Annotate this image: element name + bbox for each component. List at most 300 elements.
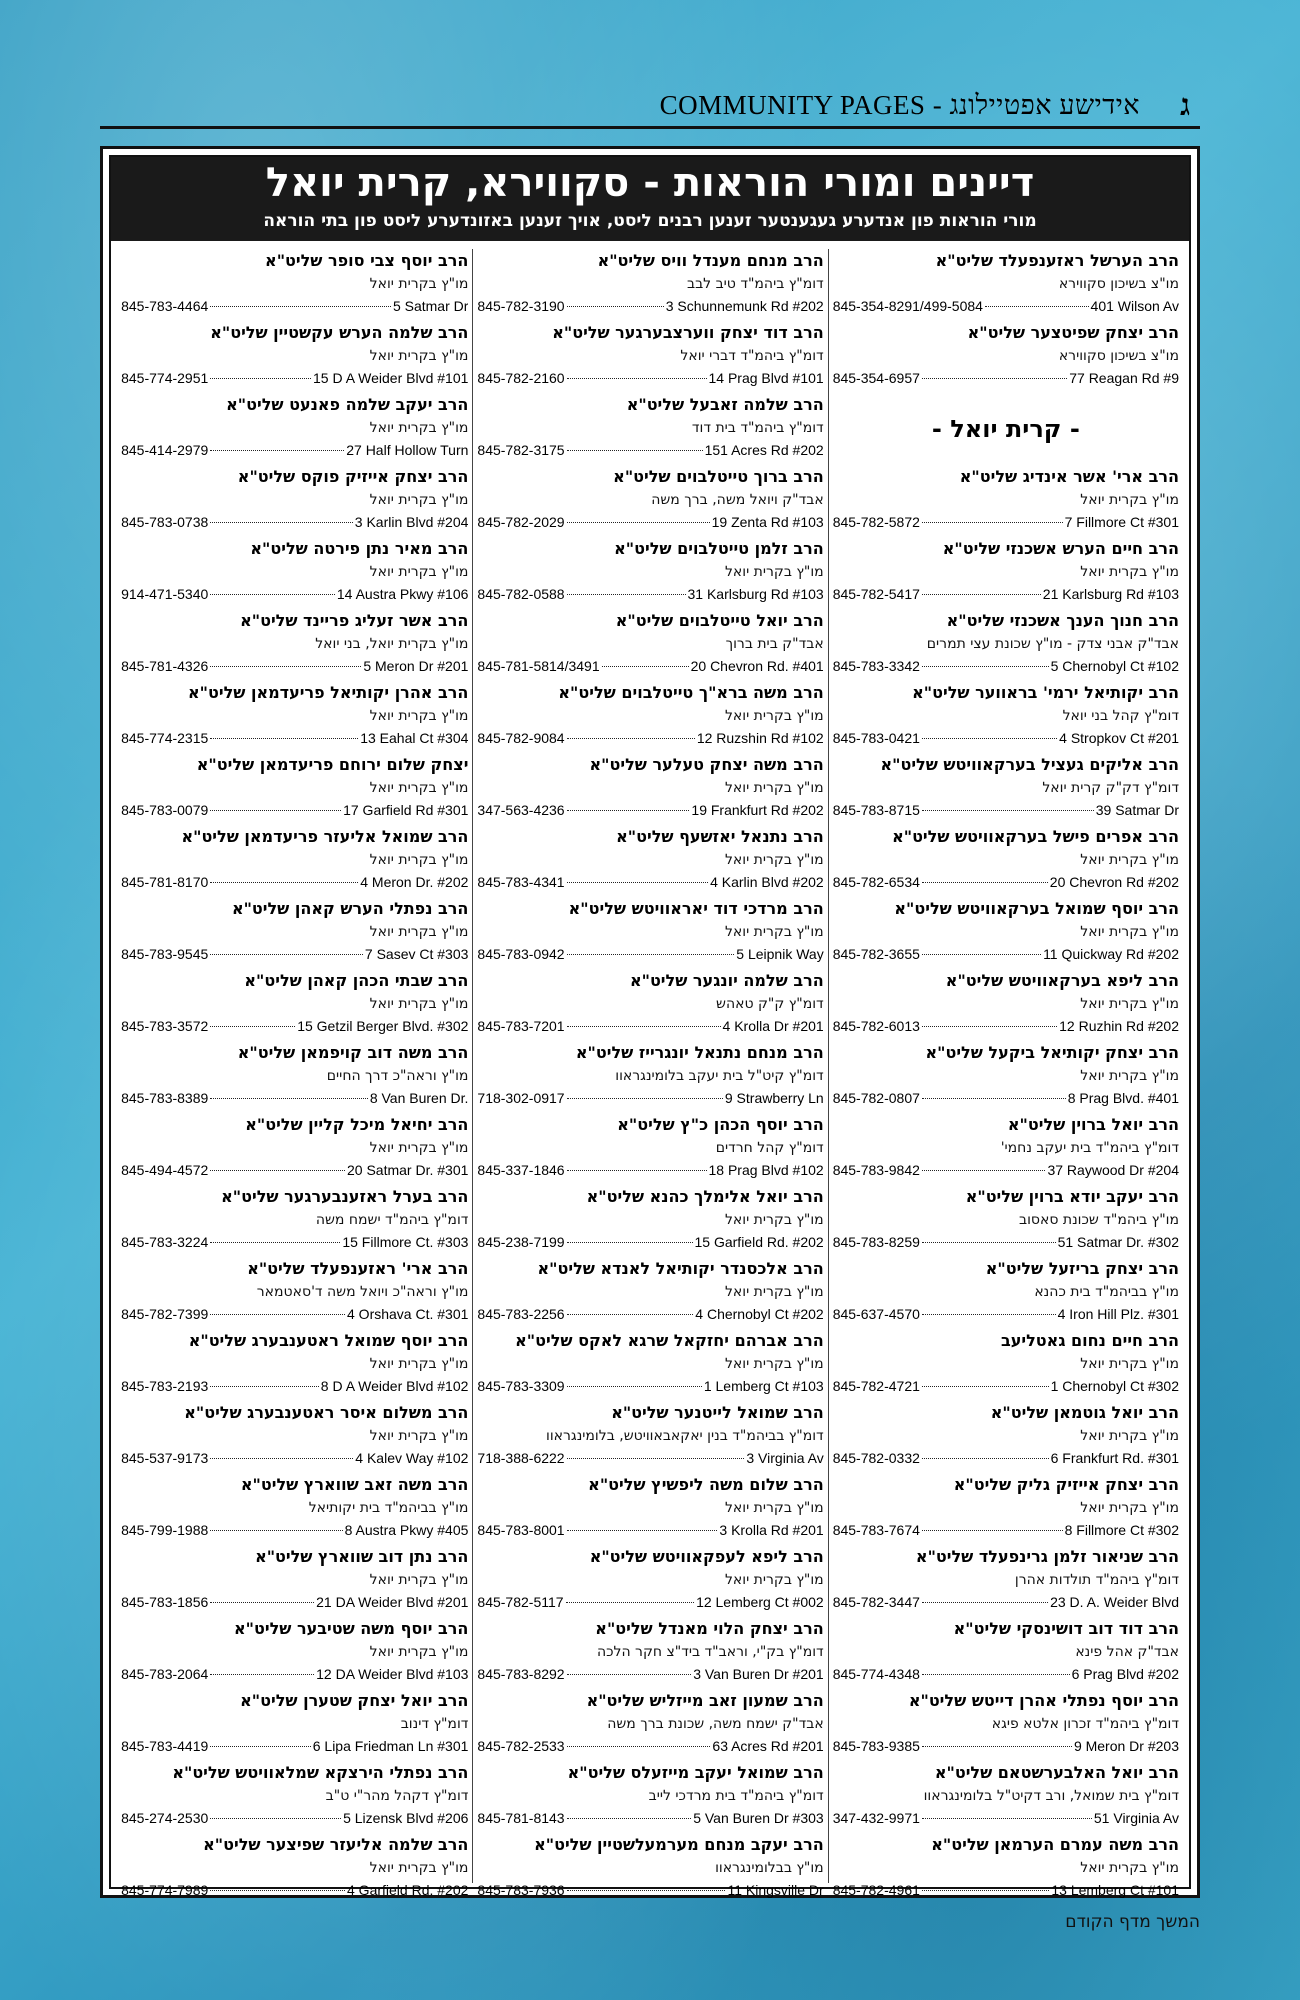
- page-number: ג: [1180, 88, 1190, 123]
- dot-leader: [210, 306, 391, 307]
- directory-columns: [117, 249, 1183, 1898]
- entry-role: מו"ץ בקרית יואל, בני יואל: [315, 636, 469, 652]
- dot-leader: [210, 954, 363, 955]
- entry-role: מו"ץ בקרית יואל: [369, 1356, 469, 1372]
- dot-leader: [922, 1458, 1049, 1459]
- entry-name: הרב יואל ברוין שליט"א: [1007, 1115, 1179, 1134]
- entry-address: 51 Virginia Av: [1093, 1810, 1179, 1826]
- entry-phone: 845-782-3447: [832, 1594, 920, 1610]
- entry-role: מו"ץ בקרית יואל: [369, 1572, 469, 1588]
- directory-entry: [833, 1761, 1179, 1833]
- dot-leader: [210, 666, 361, 667]
- entry-address: 12 DA Weider Blvd #103: [316, 1666, 469, 1682]
- entry-phone: 845-414-2979: [121, 442, 209, 458]
- entry-role: מו"ץ בקרית יואל: [724, 924, 824, 940]
- entry-address: 4 Iron Hill Plz. #301: [1057, 1306, 1179, 1322]
- dot-leader: [567, 1746, 711, 1747]
- entry-phone: 845-783-3572: [121, 1018, 209, 1034]
- entry-address: 9 Meron Dr #203: [1073, 1738, 1179, 1754]
- entry-phone: 845-781-8143: [477, 1810, 565, 1826]
- entry-name: הרב משה יצחק טעלער שליט"א: [589, 755, 824, 774]
- entry-address: 8 Van Buren Dr.: [369, 1090, 469, 1106]
- entry-address: 4 Stropkov Ct #201: [1059, 730, 1179, 746]
- entry-phone: 845-783-8292: [477, 1666, 565, 1682]
- directory-entry: [477, 1257, 823, 1329]
- entry-contact-line: [833, 1591, 1179, 1613]
- dot-leader: [210, 738, 358, 739]
- entry-contact-line: [121, 367, 468, 389]
- entry-address: 6 Prag Blvd #202: [1071, 1666, 1179, 1682]
- dot-leader: [567, 306, 664, 307]
- entry-name: הרב אליקים געציל בערקאוויטש שליט"א: [880, 755, 1179, 774]
- dot-leader: [567, 594, 686, 595]
- entry-address: 14 Austra Pkwy #106: [336, 586, 469, 602]
- entry-address: 4 Meron Dr. #202: [360, 874, 469, 890]
- dot-leader: [922, 1890, 1049, 1891]
- entry-role: דומ"ץ בית שמואל, ורב דקיט"ל בלומינגראוו: [923, 1788, 1179, 1804]
- entry-name: הרב נפתלי הערש קאהן שליט"א: [231, 899, 469, 918]
- entry-contact-line: [121, 1879, 468, 1901]
- directory-column: [828, 249, 1183, 1898]
- entry-name: הרב יוסף משה שטיבער שליט"א: [234, 1619, 469, 1638]
- directory-entry: [477, 1113, 823, 1185]
- dot-leader: [567, 378, 707, 379]
- directory-entry: [833, 1545, 1179, 1617]
- entry-phone: 845-783-7674: [832, 1522, 920, 1538]
- entry-role: מו"ץ בקרית יואל: [724, 780, 824, 796]
- entry-phone: 845-783-4419: [121, 1738, 209, 1754]
- dot-leader: [922, 1602, 1048, 1603]
- entry-phone: 845-782-0807: [832, 1090, 920, 1106]
- dot-leader: [922, 1098, 1066, 1099]
- entry-phone: 347-432-9971: [832, 1810, 920, 1826]
- entry-phone: 845-783-8001: [477, 1522, 565, 1538]
- dot-leader: [210, 1530, 342, 1531]
- entry-name: הרב יצחק יקותיאל ביקעל שליט"א: [925, 1043, 1179, 1062]
- entry-name: הרב ליפא בערקאוויטש שליט"א: [945, 971, 1179, 990]
- entry-address: 3 Krolla Rd #201: [719, 1522, 824, 1538]
- entry-contact-line: [477, 295, 823, 317]
- entry-name: הרב שלמה אליעזר שפיצער שליט"א: [203, 1835, 469, 1854]
- entry-address: 18 Prag Blvd #102: [708, 1162, 824, 1178]
- entry-name: הרב שלום משה ליפשיץ שליט"א: [588, 1475, 824, 1494]
- entry-phone: 845-637-4570: [832, 1306, 920, 1322]
- entry-contact-line: [121, 583, 468, 605]
- directory-entry: [477, 969, 823, 1041]
- entry-contact-line: [121, 1159, 468, 1181]
- dot-leader: [922, 1746, 1072, 1747]
- entry-role: מו"ץ בקרית יואל: [1080, 1068, 1179, 1084]
- entry-phone: 845-783-3309: [477, 1378, 565, 1394]
- entry-contact-line: [477, 1663, 823, 1685]
- directory-entry: [833, 1617, 1179, 1689]
- entry-role: מו"ץ וראה"כ ויואל משה ד'סאטמאר: [256, 1284, 469, 1300]
- entry-address: 401 Wilson Av: [1090, 298, 1179, 314]
- entry-contact-line: [833, 1231, 1179, 1253]
- entry-role: מו"ץ וראה"כ דרך החיים: [326, 1068, 469, 1084]
- entry-name: הרב יוסף הכהן כ"ץ שליט"א: [617, 1115, 824, 1134]
- header-rule: [100, 126, 1200, 129]
- directory-entry: [833, 681, 1179, 753]
- section-heading: - קרית יואל -: [931, 415, 1080, 443]
- directory-banner: [111, 157, 1189, 241]
- entry-address: 15 Fillmore Ct. #303: [342, 1234, 469, 1250]
- entry-address: 7 Sasev Ct #303: [364, 946, 469, 962]
- dot-leader: [567, 450, 703, 451]
- directory-entry: [121, 1041, 468, 1113]
- directory-entry: [833, 1185, 1179, 1257]
- entry-contact-line: [833, 295, 1179, 317]
- entry-phone: 845-783-1856: [121, 1594, 209, 1610]
- entry-address: 31 Karlsburg Rd #103: [687, 586, 824, 602]
- entry-contact-line: [121, 943, 468, 965]
- entry-name: הרב יוסף שמואל בערקאוויטש שליט"א: [894, 899, 1179, 918]
- entry-name: הרב אשר זעליג פריינד שליט"א: [240, 611, 469, 630]
- entry-phone: 845-781-5814/3491: [477, 658, 600, 674]
- entry-phone: 845-782-2160: [477, 370, 565, 386]
- entry-name: הרב שניאור זלמן גרינפעלד שליט"א: [915, 1547, 1179, 1566]
- dot-leader: [210, 594, 335, 595]
- entry-contact-line: [477, 1519, 823, 1541]
- entry-phone: 845-238-7199: [477, 1234, 565, 1250]
- entry-address: 4 Garfield Rd. #202: [347, 1882, 469, 1898]
- entry-contact-line: [833, 1015, 1179, 1037]
- entry-role: מו"ץ בקרית יואל: [1080, 1860, 1179, 1876]
- entry-phone: 845-774-2315: [121, 730, 209, 746]
- entry-address: 13 Eahal Ct #304: [360, 730, 469, 746]
- entry-address: 6 Frankfurt Rd. #301: [1050, 1450, 1179, 1466]
- directory-column: [117, 249, 472, 1898]
- entry-role: מו"ץ בקרית יואל: [369, 1140, 469, 1156]
- entry-name: הרב יצחק אייזיק פוקס שליט"א: [237, 467, 469, 486]
- entry-address: 5 Van Buren Dr #303: [693, 1810, 824, 1826]
- entry-name: הרב יואל אלימלך כהנא שליט"א: [586, 1187, 824, 1206]
- directory-entry: [121, 825, 468, 897]
- entry-address: 63 Acres Rd #201: [712, 1738, 824, 1754]
- entry-contact-line: [121, 439, 468, 461]
- directory-entry: [121, 393, 468, 465]
- entry-phone: 845-782-5872: [832, 514, 920, 530]
- directory-entry: [477, 1617, 823, 1689]
- directory-entry: [477, 465, 823, 537]
- entry-role: מו"ץ בקרית יואל: [1080, 1356, 1179, 1372]
- entry-name: הרב יואל גוטמאן שליט"א: [990, 1403, 1179, 1422]
- entry-contact-line: [833, 1735, 1179, 1757]
- entry-address: 20 Chevron Rd #202: [1049, 874, 1179, 890]
- entry-address: 23 D. A. Weider Blvd: [1050, 1594, 1179, 1610]
- entry-address: 37 Raywood Dr #204: [1047, 1162, 1179, 1178]
- entry-role: מו"ץ בקרית יואל: [369, 276, 469, 292]
- entry-role: מו"ץ בקרית יואל: [369, 1860, 469, 1876]
- dot-leader: [567, 1458, 745, 1459]
- entry-phone: 845-782-5117: [477, 1594, 564, 1610]
- entry-name: הרב חיים נחום גאטליעב: [1001, 1331, 1179, 1350]
- entry-address: 51 Satmar Dr. #302: [1057, 1234, 1179, 1250]
- entry-phone: 845-782-4961: [832, 1882, 920, 1898]
- entry-contact-line: [121, 1591, 468, 1613]
- entry-role: דומ"ץ ביהמ"ד בית יעקב נחמי': [1000, 1140, 1179, 1156]
- dot-leader: [567, 522, 710, 523]
- entry-name: הרב משה ברא"ך טייטלבוים שליט"א: [558, 683, 824, 702]
- entry-role: דומ"ץ בק"י, וראב"ד ביד"צ חקר הלכה: [596, 1644, 824, 1660]
- dot-leader: [922, 1242, 1056, 1243]
- dot-leader: [210, 1818, 341, 1819]
- entry-address: 1 Chernobyl Ct #302: [1050, 1378, 1179, 1394]
- entry-address: 5 Meron Dr #201: [363, 658, 469, 674]
- entry-name: הרב שלמה זאבעל שליט"א: [626, 395, 824, 414]
- entry-role: אבד"ק ישמח משה, שכונת ברך משה: [607, 1716, 824, 1732]
- entry-phone: 845-774-4348: [832, 1666, 920, 1682]
- dot-leader: [210, 1890, 345, 1891]
- directory-entry: [477, 1833, 823, 1905]
- entry-phone: 914-471-5340: [121, 586, 209, 602]
- entry-role: מו"ץ בקרית יואל: [724, 1212, 824, 1228]
- dot-leader: [210, 1314, 345, 1315]
- entry-role: מו"ץ בקרית יואל: [724, 1500, 824, 1516]
- entry-contact-line: [121, 727, 468, 749]
- entry-contact-line: [477, 943, 823, 965]
- entry-name: הרב נתנאל יאזשעף שליט"א: [616, 827, 824, 846]
- entry-phone: 845-537-9173: [121, 1450, 209, 1466]
- directory-entry: [477, 825, 823, 897]
- entry-name: הרב אפרים פישל בערקאוויטש שליט"א: [892, 827, 1179, 846]
- entry-phone: 845-782-0332: [832, 1450, 920, 1466]
- directory-entry: [833, 753, 1179, 825]
- entry-phone: 845-774-2951: [121, 370, 209, 386]
- entry-phone: 845-782-0588: [477, 586, 565, 602]
- entry-address: 15 Getzil Berger Blvd. #302: [297, 1018, 469, 1034]
- entry-contact-line: [477, 1735, 823, 1757]
- entry-role: מו"ץ בקרית יואל: [1080, 1500, 1179, 1516]
- dot-leader: [567, 954, 735, 955]
- directory-entry: [477, 393, 823, 465]
- dot-leader: [210, 378, 311, 379]
- entry-contact-line: [477, 655, 823, 677]
- entry-contact-line: [477, 439, 823, 461]
- dot-leader: [567, 1818, 692, 1819]
- entry-name: הרב שמואל אליעזר פריעדמאן שליט"א: [181, 827, 469, 846]
- entry-phone: 845-783-9842: [832, 1162, 920, 1178]
- entry-address: 4 Kalev Way #102: [355, 1450, 469, 1466]
- entry-role: דומ"ץ קיט"ל בית יעקב בלומינגראוו: [615, 1068, 824, 1084]
- entry-address: 11 Kingsville Dr: [727, 1882, 824, 1898]
- directory-entry: [121, 1761, 468, 1833]
- dot-leader: [210, 1746, 310, 1747]
- entry-phone: 845-782-6534: [832, 874, 920, 890]
- directory-entry: [477, 1761, 823, 1833]
- entry-role: דומ"ץ ביהמ"ד ישמח משה: [315, 1212, 469, 1228]
- entry-address: 77 Reagan Rd #9: [1069, 370, 1179, 386]
- entry-contact-line: [833, 1447, 1179, 1469]
- entry-contact-line: [833, 655, 1179, 677]
- directory-entry: [477, 1545, 823, 1617]
- dot-leader: [567, 1098, 723, 1099]
- directory-entry: [833, 825, 1179, 897]
- entry-name: הרב אלכסנדר יקותיאל לאנדא שליט"א: [537, 1259, 824, 1278]
- entry-role: דומ"ץ ביהמ"ד תולדות אהרן: [1014, 1572, 1179, 1588]
- dot-leader: [210, 522, 352, 523]
- entry-name: הרב יחיאל מיכל קליין שליט"א: [245, 1115, 469, 1134]
- entry-name: הרב דוד דוב דושינסקי שליט"א: [953, 1619, 1179, 1638]
- entry-address: 12 Ruzshin Rd #102: [696, 730, 824, 746]
- entry-contact-line: [121, 295, 468, 317]
- entry-name: הרב חנוך הענך אשכנזי שליט"א: [946, 611, 1179, 630]
- entry-name: הרב מנחם מענדל וויס שליט"א: [597, 251, 824, 270]
- entry-role: מו"ץ בקרית יואל: [1080, 924, 1179, 940]
- directory-entry: [121, 537, 468, 609]
- entry-contact-line: [833, 1663, 1179, 1685]
- entry-name: הרב בערל ראזענבערגער שליט"א: [221, 1187, 469, 1206]
- entry-name: הרב מרדכי דוד יאראוויטש שליט"א: [568, 899, 824, 918]
- directory-entry: [833, 321, 1179, 393]
- entry-address: 1 Lemberg Ct #103: [703, 1378, 824, 1394]
- entry-name: הרב יואל יצחק שטערן שליט"א: [240, 1691, 469, 1710]
- entry-role: אבד"ק ויואל משה, ברך משה: [651, 492, 824, 508]
- dot-leader: [922, 738, 1057, 739]
- entry-name: הרב אברהם יחזקאל שרגא לאקס שליט"א: [515, 1331, 824, 1350]
- directory-entry: [477, 753, 823, 825]
- entry-name: הרב מאיר נתן פירטה שליט"א: [250, 539, 469, 558]
- directory-entry: [121, 1473, 468, 1545]
- entry-role: מו"ץ בקרית יואל: [369, 996, 469, 1012]
- directory-entry: [833, 969, 1179, 1041]
- entry-name: הרב מנחם נתנאל יונגרייז שליט"א: [575, 1043, 824, 1062]
- directory-entry: [477, 1401, 823, 1473]
- entry-address: 12 Ruzhin Rd #202: [1059, 1018, 1179, 1034]
- directory-entry: [833, 1113, 1179, 1185]
- entry-contact-line: [477, 799, 823, 821]
- dot-leader: [210, 882, 358, 883]
- dot-leader: [922, 1026, 1057, 1027]
- entry-phone: 845-783-3342: [832, 658, 920, 674]
- entry-name: הרב זלמן טייטלבוים שליט"א: [614, 539, 824, 558]
- entry-phone: 845-782-5417: [832, 586, 920, 602]
- entry-address: 14 Prag Blvd #101: [708, 370, 824, 386]
- entry-name: הרב משה זאב שווארץ שליט"א: [240, 1475, 469, 1494]
- entry-phone: 845-783-0738: [121, 514, 209, 530]
- entry-contact-line: [477, 727, 823, 749]
- entry-address: 5 Leipnik Way: [736, 946, 824, 962]
- entry-address: 5 Lizensk Blvd #206: [343, 1810, 469, 1826]
- entry-address: 4 Krolla Dr #201: [722, 1018, 824, 1034]
- dot-leader: [210, 1674, 314, 1675]
- entry-phone: 845-783-4464: [121, 298, 209, 314]
- entry-name: הרב יעקב שלמה פאנעט שליט"א: [226, 395, 469, 414]
- entry-address: 8 Prag Blvd. #401: [1067, 1090, 1179, 1106]
- entry-contact-line: [833, 367, 1179, 389]
- dot-leader: [922, 1674, 1070, 1675]
- entry-name: הרב יעקב מנחם מערמעלשטיין שליט"א: [534, 1835, 824, 1854]
- directory-entry: [833, 1689, 1179, 1761]
- dot-leader: [922, 954, 1041, 955]
- entry-contact-line: [833, 1807, 1179, 1829]
- entry-phone: 845-337-1846: [477, 1162, 565, 1178]
- entry-role: אבד"ק בית ברוך: [725, 636, 824, 652]
- entry-contact-line: [833, 727, 1179, 749]
- dot-leader: [922, 1314, 1056, 1315]
- entry-name: הרב שלמה הערש עקשטיין שליט"א: [210, 323, 469, 342]
- entry-contact-line: [477, 871, 823, 893]
- dot-leader: [210, 1026, 295, 1027]
- entry-contact-line: [121, 1735, 468, 1757]
- entry-name: הרב משה דוב קויפמאן שליט"א: [237, 1043, 469, 1062]
- dot-leader: [567, 1242, 693, 1243]
- dot-leader: [602, 666, 689, 667]
- entry-address: 15 D A Weider Blvd #101: [313, 370, 469, 386]
- entry-address: 17 Garfield Rd #301: [343, 802, 469, 818]
- dot-leader: [567, 1314, 694, 1315]
- entry-contact-line: [477, 1807, 823, 1829]
- entry-contact-line: [121, 1303, 468, 1325]
- dot-leader: [567, 1890, 726, 1891]
- entry-contact-line: [477, 511, 823, 533]
- entry-role: מו"ץ בקרית יואל: [724, 564, 824, 580]
- dot-leader: [566, 1602, 695, 1603]
- directory-entry: [121, 1833, 468, 1905]
- entry-phone: 845-782-7399: [121, 1306, 209, 1322]
- entry-contact-line: [121, 1807, 468, 1829]
- directory-entry: [833, 1329, 1179, 1401]
- entry-role: מו"ץ בקרית יואל: [369, 1428, 469, 1444]
- entry-contact-line: [477, 583, 823, 605]
- entry-name: הרב שבתי הכהן קאהן שליט"א: [244, 971, 469, 990]
- directory-entry: [121, 1257, 468, 1329]
- entry-phone: 845-774-7989: [121, 1882, 209, 1898]
- entry-address: 8 Austra Pkwy #405: [344, 1522, 469, 1538]
- entry-name: הרב משה עמרם הערמאן שליט"א: [931, 1835, 1179, 1854]
- entry-address: 20 Satmar Dr. #301: [347, 1162, 469, 1178]
- entry-contact-line: [833, 1303, 1179, 1325]
- entry-address: 3 Virginia Av: [746, 1450, 824, 1466]
- section-title: COMMUNITY PAGES - אידישע אפטיילונג: [659, 90, 1140, 120]
- entry-contact-line: [833, 1159, 1179, 1181]
- entry-contact-line: [477, 1879, 823, 1901]
- entry-phone: 845-783-2193: [121, 1378, 209, 1394]
- directory-entry: [833, 537, 1179, 609]
- entry-role: אבד"ק אבני צדק - מו"ץ שכונת עצי תמרים: [926, 636, 1179, 652]
- dot-leader: [567, 882, 708, 883]
- entry-role: מו"ץ בקרית יואל: [369, 852, 469, 868]
- entry-name: הרב יעקב יודא ברוין שליט"א: [965, 1187, 1179, 1206]
- entry-address: 6 Lipa Friedman Ln #301: [312, 1738, 469, 1754]
- entry-address: 3 Van Buren Dr #201: [693, 1666, 824, 1682]
- entry-role: דומ"ץ קהל בני יואל: [1062, 708, 1179, 724]
- entry-role: מו"ץ בקרית יואל: [724, 708, 824, 724]
- entry-contact-line: [121, 1663, 468, 1685]
- entry-name: הרב יואל טייטלבוים שליט"א: [615, 611, 824, 630]
- entry-phone: 845-782-2029: [477, 514, 565, 530]
- entry-phone: 845-783-0942: [477, 946, 565, 962]
- entry-name: הרב הערשל ראזענפעלד שליט"א: [935, 251, 1179, 270]
- directory-entry: [121, 1689, 468, 1761]
- continued-note: המשך מדף הקודם: [1065, 1912, 1200, 1932]
- entry-name: הרב יצחק בריזעל שליט"א: [985, 1259, 1179, 1278]
- dot-leader: [922, 1386, 1049, 1387]
- entry-contact-line: [121, 799, 468, 821]
- entry-contact-line: [477, 1159, 823, 1181]
- dot-leader: [567, 1530, 718, 1531]
- entry-contact-line: [121, 511, 468, 533]
- directory-entry: [121, 249, 468, 321]
- entry-role: מו"ץ בקרית יואל: [1080, 564, 1179, 580]
- entry-role: דומ"ץ ביהמ"ד טיב לבב: [686, 276, 824, 292]
- entry-address: 27 Half Hollow Turn: [346, 442, 469, 458]
- entry-role: מו"ץ בקרית יואל: [369, 780, 469, 796]
- directory-entry: [477, 321, 823, 393]
- directory-entry: [477, 1041, 823, 1113]
- entry-role: מו"ץ בקרית יואל: [724, 1572, 824, 1588]
- entry-phone: 347-563-4236: [477, 802, 565, 818]
